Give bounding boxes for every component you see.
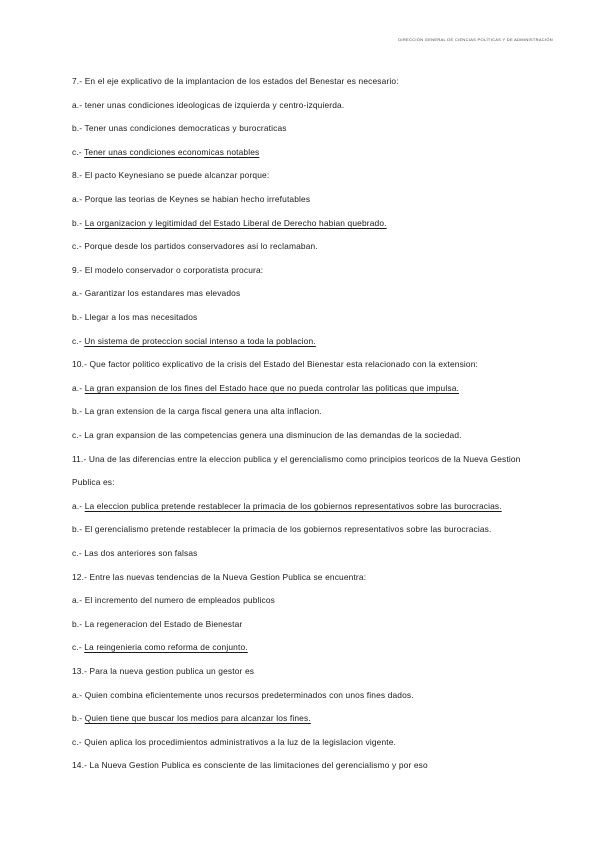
text-line xyxy=(72,406,322,416)
line-text: a.- El incremento del numero de empleados publicos xyxy=(72,595,276,606)
text-line xyxy=(72,760,428,770)
text-line xyxy=(72,619,242,629)
line-text: 12.- Entre las nuevas tendencias de la Nueva Gestion Publica se encuentra: xyxy=(72,571,367,582)
line-text: b.- El gerencialismo pretende restablecer la primacia de los gobiernos representativos sobre las burocracias. xyxy=(72,524,492,535)
option-prefix: c.- xyxy=(72,146,85,157)
option-prefix: b.- xyxy=(72,217,85,228)
option-prefix: c.- xyxy=(72,642,85,653)
page-header: DIRECCIÓN GENERAL DE CIENCIAS POLÍTICAS Y DE ADMINISTRACIÓN xyxy=(398,37,553,42)
line-text: a.- Porque las teorias de Keynes se habian hecho irrefutables xyxy=(72,194,311,204)
line-text: 8.- El pacto Keynesiano se puede alcanzar porque: xyxy=(72,170,270,181)
correct-answer-text: Tener unas condiciones economicas notables xyxy=(84,146,260,157)
text-line xyxy=(72,690,414,700)
line-text: c.- La gran expansion de las competencias genera una disminucion de las demandas de la sociedad. xyxy=(72,430,462,440)
line-text: c.- Las dos anteriores son falsas xyxy=(72,548,198,558)
line-text: c.- Quien aplica los procedimientos administrativos a la luz de la legislacion vigente. xyxy=(72,736,397,747)
line-text: Publica es: xyxy=(72,477,115,488)
option-prefix: a.- xyxy=(72,500,85,511)
line-text: 9.- El modelo conservador o corporatista procura: xyxy=(72,264,264,275)
text-line xyxy=(72,288,240,298)
text-line xyxy=(72,359,478,369)
text-line xyxy=(72,642,248,652)
text-line xyxy=(72,170,269,180)
line-text: c.- Porque desde los partidos conservadores asi lo reclamaban. xyxy=(72,241,318,252)
line-text: 7.- En el eje explicativo de la implantacion de los estados del Benestar es necesario: xyxy=(72,76,399,86)
option-prefix: b.- xyxy=(72,713,85,724)
option-prefix: c.- xyxy=(72,335,85,346)
line-text: a.- Garantizar los estandares mas elevados xyxy=(72,288,241,299)
line-text: a.- Quien combina eficientemente unos recursos predeterminados con unos fines dados. xyxy=(72,689,414,700)
correct-answer-text: La gran expansion de los fines del Estado hace que no pueda controlar las politicas que impulsa. xyxy=(84,382,459,393)
text-line xyxy=(72,595,275,605)
text-line xyxy=(72,524,491,534)
text-line xyxy=(72,572,366,582)
line-text: 11.- Una de las diferencias entre la eleccion publica y el gerencialismo como principios teoricos de la Nueva Gestion xyxy=(72,453,521,464)
line-text: b.- Llegar a los mas necesitados xyxy=(72,312,198,322)
text-line xyxy=(72,430,462,440)
correct-answer-text: Un sistema de proteccion social intenso a toda la poblacion. xyxy=(84,335,316,346)
text-line xyxy=(72,737,396,747)
text-line xyxy=(72,383,459,393)
text-line xyxy=(72,477,115,487)
text-line xyxy=(72,666,254,676)
text-line xyxy=(72,100,344,110)
line-text: 10.- Que factor politico explicativo de la crisis del Estado del Bienestar esta relacionado con la extension: xyxy=(72,359,479,370)
line-text: b.- La regeneracion del Estado de Bienestar xyxy=(72,618,243,629)
text-line xyxy=(72,501,502,511)
text-line xyxy=(72,265,263,275)
correct-answer-text: La reingenieria como reforma de conjunto. xyxy=(84,642,248,653)
option-prefix: a.- xyxy=(72,382,85,393)
line-text: 13.- Para la nueva gestion publica un gestor es xyxy=(72,666,255,676)
correct-answer-text: Quien tiene que buscar los medios para alcanzar los fines. xyxy=(84,713,311,724)
text-line xyxy=(72,123,287,133)
line-text: b.- Tener unas condiciones democraticas y burocraticas xyxy=(72,123,287,134)
text-line xyxy=(72,147,259,157)
text-line xyxy=(72,548,198,558)
correct-answer-text: La organizacion y legitimidad del Estado Liberal de Derecho habian quebrado. xyxy=(84,217,387,228)
line-text: 14.- La Nueva Gestion Publica es consciente de las limitaciones del gerencialismo y por eso xyxy=(72,760,428,771)
text-line xyxy=(72,218,387,228)
text-line xyxy=(72,194,310,204)
text-line xyxy=(72,76,399,86)
text-line xyxy=(72,713,311,723)
correct-answer-text: La eleccion publica pretende restablecer la primacia de los gobiernos representativos sobre las burocracias. xyxy=(84,500,502,511)
text-line xyxy=(72,312,197,322)
text-line xyxy=(72,336,316,346)
line-text: b.- La gran extension de la carga fiscal genera una alta inflacion. xyxy=(72,406,322,417)
text-line xyxy=(72,454,520,464)
text-line xyxy=(72,241,318,251)
line-text: a.- tener unas condiciones ideologicas de izquierda y centro-izquierda. xyxy=(72,99,345,110)
